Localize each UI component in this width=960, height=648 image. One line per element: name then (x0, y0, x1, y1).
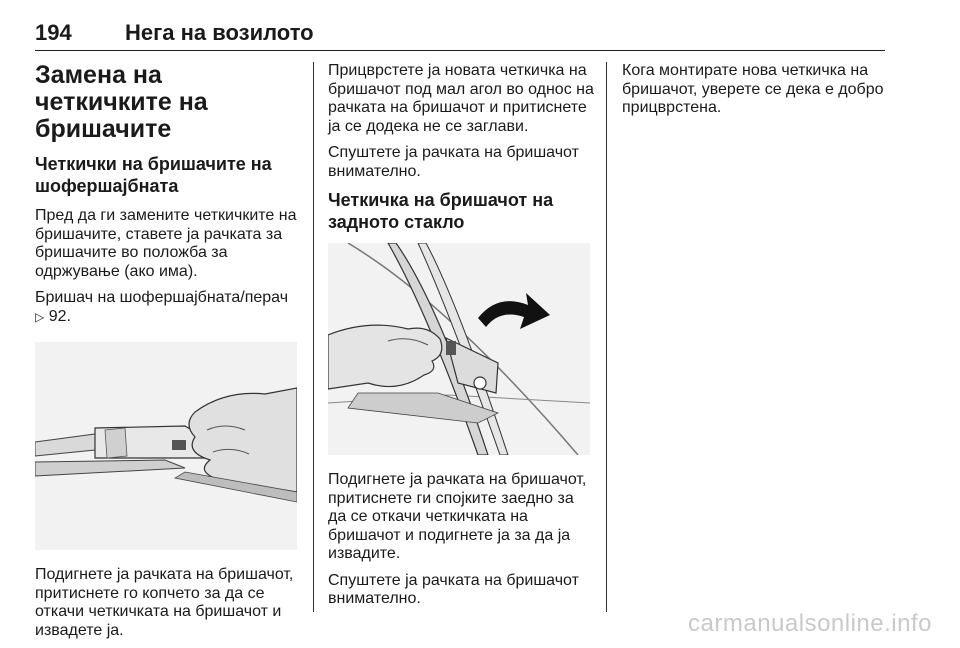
column-divider (606, 62, 607, 612)
column-3 (622, 62, 888, 126)
paragraph-lower-arm: Спуштете ја рачката на бришачот внимателно. (328, 144, 579, 180)
subheading-windscreen: Четкички на бришачите на шофершајбната (35, 154, 272, 196)
page-header (35, 18, 885, 51)
play-arrow-icon[interactable]: ▷ (35, 309, 45, 324)
watermark: carmanualsonline.info (688, 610, 932, 637)
figure-rear-wiper (328, 243, 590, 455)
column-divider (313, 62, 314, 612)
caption-rear-wiper: Подигнете ја рачката на бришачот, притиснете ги спојките заедно за да се откачи четкичката на бришачот и подигнете ја за да ја извадите. (328, 471, 587, 562)
paragraph-attach-blade: Прицврстете ја новата четкичка на бришачот под мал агол во однос на рачката на бришачот и притиснете ја се додека не се заглави. (328, 62, 594, 135)
section-title: Нега на возилото (125, 20, 314, 45)
caption-front-wiper: Подигнете ја рачката на бришачот, притиснете го копчето за да се откачи четкичката на бришачот и извадете ја. (35, 566, 294, 639)
reference-text: Бришач на шофершајбната/перач (35, 289, 289, 306)
page-number: 194 (35, 20, 72, 45)
figure-front-wiper (35, 342, 297, 550)
paragraph-lower-arm-rear: Спуштете ја рачката на бришачот внимателно. (328, 571, 579, 607)
chapter-heading: Замена на четкичките на бришачите (35, 61, 208, 143)
paragraph-ensure-secure: Кога монтирате нова четкичка на бришачот, уверете се дека е добро прицврстена. (622, 62, 884, 116)
reference-page[interactable]: 92. (48, 307, 71, 325)
paragraph-reference (35, 289, 300, 326)
column-1 (35, 62, 300, 648)
subheading-rear-window: Четкичка на бришачот на задното стакло (328, 190, 554, 232)
paragraph-preparation: Пред да ги замените четкичките на бришачите, ставете ја рачката за бришачите во положба за одржување (ако има). (35, 207, 297, 280)
column-2 (328, 62, 596, 617)
